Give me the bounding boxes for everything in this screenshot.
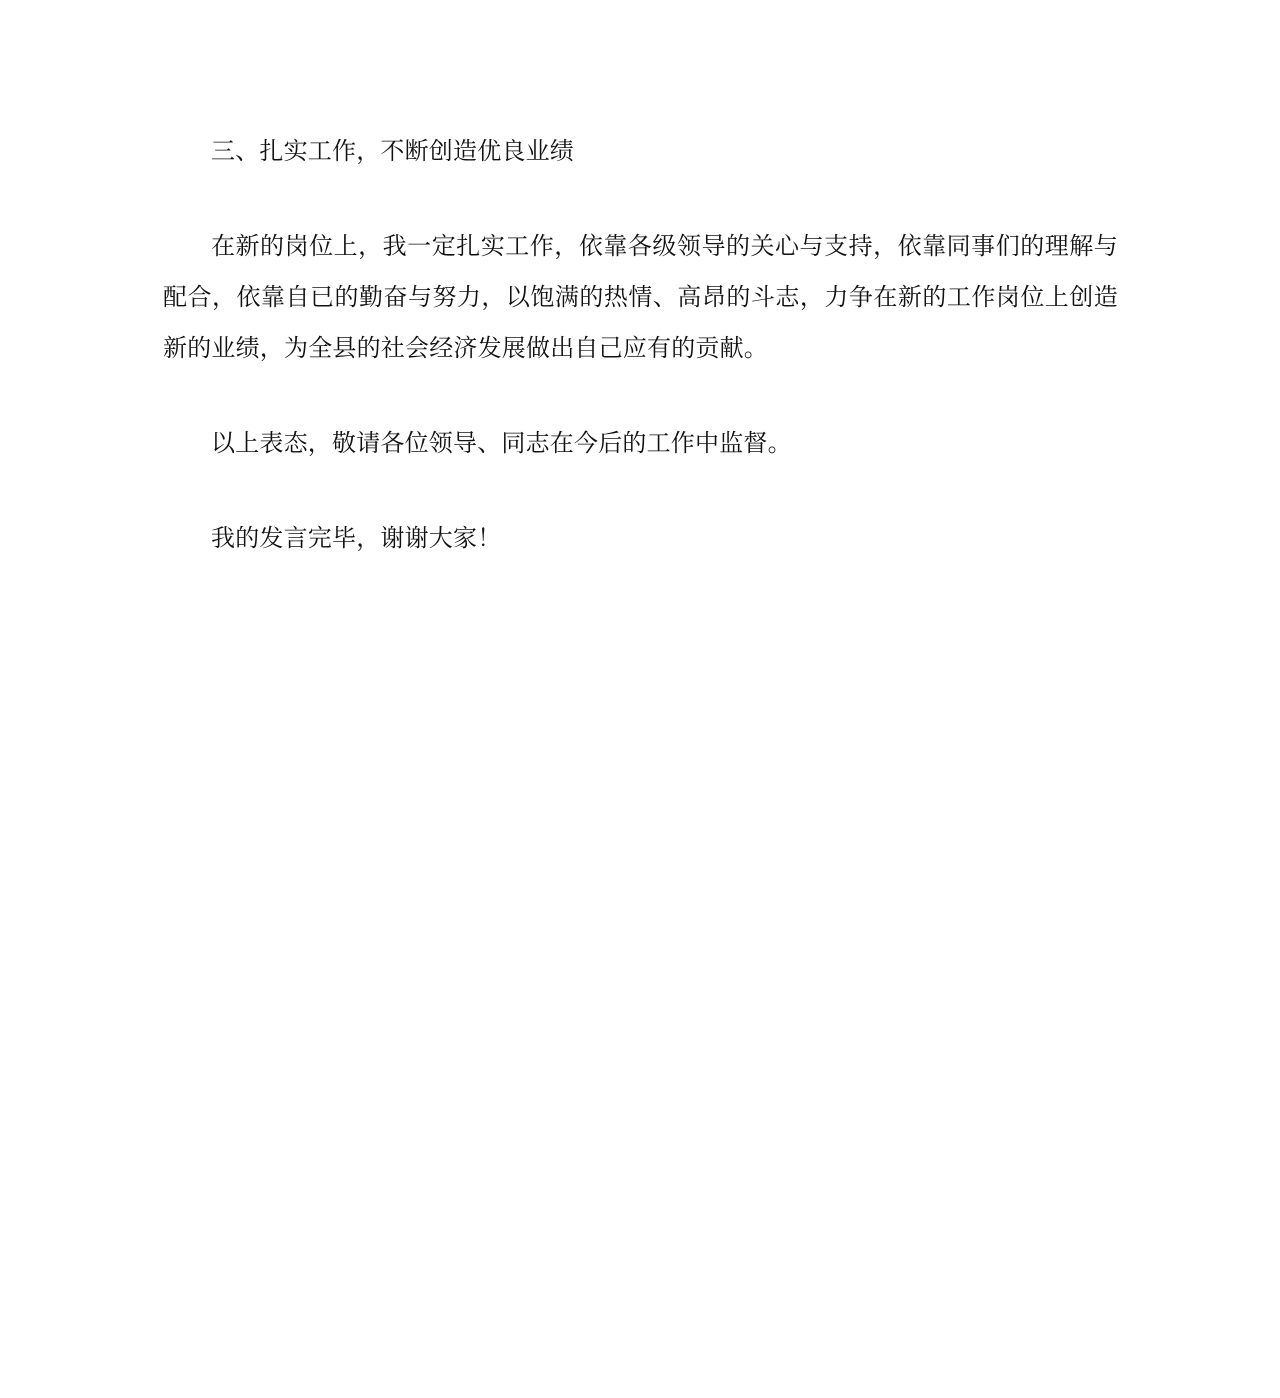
paragraph-supervision: 以上表态，敬请各位领导、同志在今后的工作中监督。: [211, 429, 792, 457]
paragraph-closing: 我的发言完毕，谢谢大家！: [211, 524, 502, 552]
paragraph-commitment: 在新的岗位上，我一定扎实工作，依靠各级领导的关心与支持，依靠同事们的理解与配合，依靠自已的勤奋与努力，以饱满的热情、高昂的斗志，力争在新的工作岗位上创造新的业绩，为全县的社会经济发展做出自己应有的贡献。: [163, 232, 1118, 362]
document-body: [163, 126, 1118, 564]
section-heading: 三、扎实工作，不断创造优良业绩: [211, 137, 574, 165]
